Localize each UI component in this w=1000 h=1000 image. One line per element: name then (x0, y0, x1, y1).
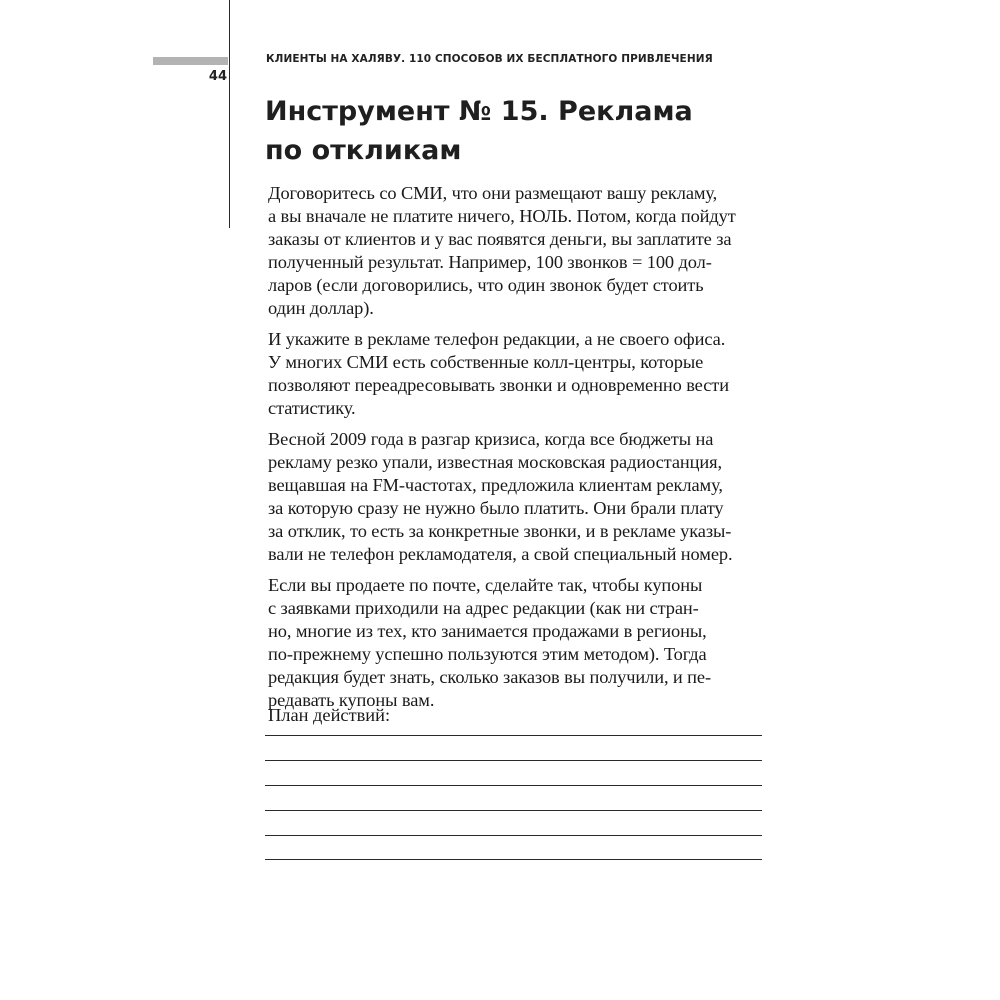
text-line: Весной 2009 года в разгар кризиса, когда все бюджеты на (268, 429, 714, 449)
section-title (265, 92, 765, 170)
text-line: редакция будет знать, сколько заказов вы получили, и пе- (268, 667, 712, 687)
write-line (265, 835, 762, 836)
text-line: один доллар). (268, 298, 374, 318)
text-line: вещавшая на FM-частотах, предложила клиентам рекламу, (268, 475, 723, 495)
text-line: полученный результат. Например, 100 звонков = 100 дол- (268, 252, 712, 272)
text-line: И укажите в рекламе телефон редакции, а не своего офиса. (268, 329, 726, 349)
text-line: по-прежнему успешно пользуются этим методом). Тогда (268, 644, 707, 664)
paragraph-2 (268, 328, 768, 420)
write-line (265, 810, 762, 811)
text-line: позволяют переадресовывать звонки и одновременно вести (268, 375, 729, 395)
text-line: рекламу резко упали, известная московская радиостанция, (268, 452, 722, 472)
write-line (265, 859, 762, 860)
section-title-line: по откликам (265, 135, 462, 166)
body-text (268, 182, 768, 720)
text-line: а вы вначале не платите ничего, НОЛЬ. Потом, когда пойдут (268, 206, 736, 226)
write-line (265, 785, 762, 786)
text-line: У многих СМИ есть собственные колл-центры, которые (268, 352, 704, 372)
text-line: но, многие из тех, кто занимается продажами в регионы, (268, 621, 707, 641)
text-line: с заявками приходили на адрес редакции (как ни стран- (268, 598, 699, 618)
paragraph-3 (268, 428, 768, 566)
section-title-line: Инструмент № 15. Реклама (265, 96, 693, 127)
page-number-bar (153, 57, 228, 65)
paragraph-4 (268, 574, 768, 712)
write-line (265, 760, 762, 761)
running-head: КЛИЕНТЫ НА ХАЛЯВУ. 110 СПОСОБОВ ИХ БЕСПЛАТНОГО ПРИВЛЕЧЕНИЯ (266, 53, 713, 65)
text-line: заказы от клиентов и у вас появятся деньги, вы заплатите за (268, 229, 732, 249)
margin-vertical-rule (229, 0, 230, 228)
text-line: Договоритесь со СМИ, что они размещают вашу рекламу, (268, 183, 718, 203)
text-line: за которую сразу не нужно было платить. Они брали плату (268, 498, 724, 518)
text-line: вали не телефон рекламодателя, а свой специальный номер. (268, 544, 733, 564)
page-number: 44 (208, 69, 227, 84)
write-line (265, 735, 762, 736)
paragraph-1 (268, 182, 768, 320)
plan-label: План действий: (268, 705, 391, 725)
text-line: статистику. (268, 398, 356, 418)
text-line: за отклик, то есть за конкретные звонки, и в рекламе указы- (268, 521, 732, 541)
text-line: ларов (если договорились, что один звонок будет стоить (268, 275, 704, 295)
text-line: редавать купоны вам. (268, 690, 435, 710)
text-line: Если вы продаете по почте, сделайте так, чтобы купоны (268, 575, 703, 595)
